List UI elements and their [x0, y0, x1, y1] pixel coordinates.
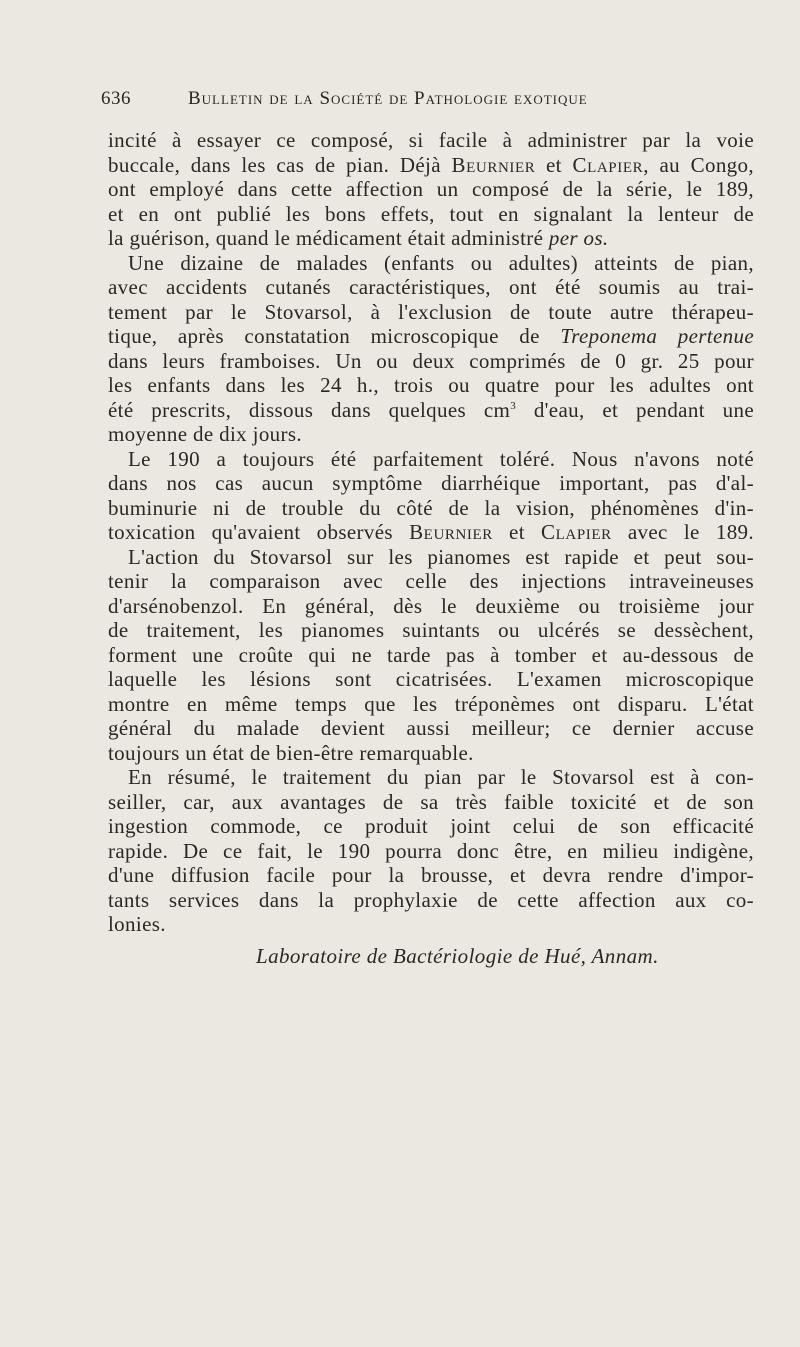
author-name: Beurnier	[409, 520, 493, 544]
text-line: rapide. De ce fait, le 190 pourra donc être, en milieu indigène,	[108, 838, 754, 863]
text-line: général du malade devient aussi meilleur; ce dernier accuse	[108, 716, 754, 740]
text-line: tants services dans la prophylaxie de cette affection aux co-	[108, 887, 754, 912]
running-title: Bulletin de la Société de Pathologie exotique	[188, 88, 588, 109]
text-line: avec accidents cutanés caractéristiques, ont été soumis au trai-	[108, 275, 754, 299]
text-line: et en ont publié les bons effets, tout en signalant la lenteur de	[108, 201, 754, 226]
text-line: seiller, car, aux avantages de sa très faible toxicité et de son	[108, 789, 754, 814]
article-body	[108, 128, 754, 937]
page-header	[101, 88, 661, 118]
text-line: de traitement, les pianomes suintants ou ulcérés se dessèchent,	[108, 618, 754, 642]
text-line: la guérison, quand le médicament était administré per os.	[108, 226, 609, 250]
text-line: incité à essayer ce composé, si facile à administrer par la voie	[108, 128, 754, 152]
page-number: 636	[101, 88, 131, 109]
text-line: buminurie ni de trouble du côté de la vision, phénomènes d'in-	[108, 495, 754, 520]
text-line: toujours un état de bien-être remarquable.	[108, 740, 474, 765]
text-line: ingestion commode, ce produit joint celui de son efficacité	[108, 814, 754, 838]
text-line: les enfants dans les 24 h., trois ou quatre pour les adultes ont	[108, 373, 754, 397]
text-line: laquelle les lésions sont cicatrisées. L'examen microscopique	[108, 667, 754, 691]
text-line: lonies.	[108, 912, 166, 936]
text-line: tique, après constatation microscopique de Treponema pertenue	[108, 324, 754, 348]
text-line: L'action du Stovarsol sur les pianomes est rapide et peut sou-	[128, 544, 754, 569]
text-line: été prescrits, dissous dans quelques $cm^3$ d'eau, et pendant une	[108, 397, 755, 422]
italic-term: Treponema pertenue	[560, 324, 754, 348]
text-line: dans nos cas aucun symptôme diarrhéique important, pas d'al-	[108, 471, 754, 495]
text-line: En résumé, le traitement du pian par le Stovarsol est à con-	[128, 765, 754, 789]
text-line: Le 190 a toujours été parfaitement toléré. Nous n'avons noté	[128, 446, 754, 471]
text-line: moyenne de dix jours.	[108, 422, 302, 446]
text-line: ont employé dans cette affection un composé de la série, le 189,	[108, 177, 754, 201]
author-name: Clapier	[572, 152, 644, 177]
text-line: buccale, dans les cas de pian. Déjà Beurnier et Clapier, au Congo,	[108, 152, 754, 177]
author-name: Beurnier	[451, 152, 536, 177]
text-line: forment une croûte qui ne tarde pas à tomber et au-dessous de	[108, 642, 754, 667]
text-line: tement par le Stovarsol, à l'exclusion de toute autre thérapeu-	[108, 299, 754, 324]
text-line: montre en même temps que les tréponèmes ont disparu. L'état	[108, 691, 754, 716]
text-line: d'une diffusion facile pour la brousse, et devra rendre d'impor-	[108, 863, 754, 887]
text-line: toxication qu'avaient observés Beurnier et Clapier avec le 189.	[108, 520, 754, 544]
author-name: Clapier	[541, 520, 612, 544]
laboratory-signature: Laboratoire de Bactériologie de Hué, Annam.	[256, 944, 659, 968]
italic-term: per os.	[548, 226, 609, 250]
text-line: dans leurs framboises. Un ou deux comprimés de 0 gr. 25 pour	[108, 348, 754, 373]
text-line: d'arsénobenzol. En général, dès le deuxième ou troisième jour	[108, 593, 754, 618]
text-line: tenir la comparaison avec celle des injections intraveineuses	[108, 569, 754, 593]
text-line: Une dizaine de malades (enfants ou adultes) atteints de pian,	[128, 250, 754, 275]
superscript: 3	[510, 399, 517, 412]
